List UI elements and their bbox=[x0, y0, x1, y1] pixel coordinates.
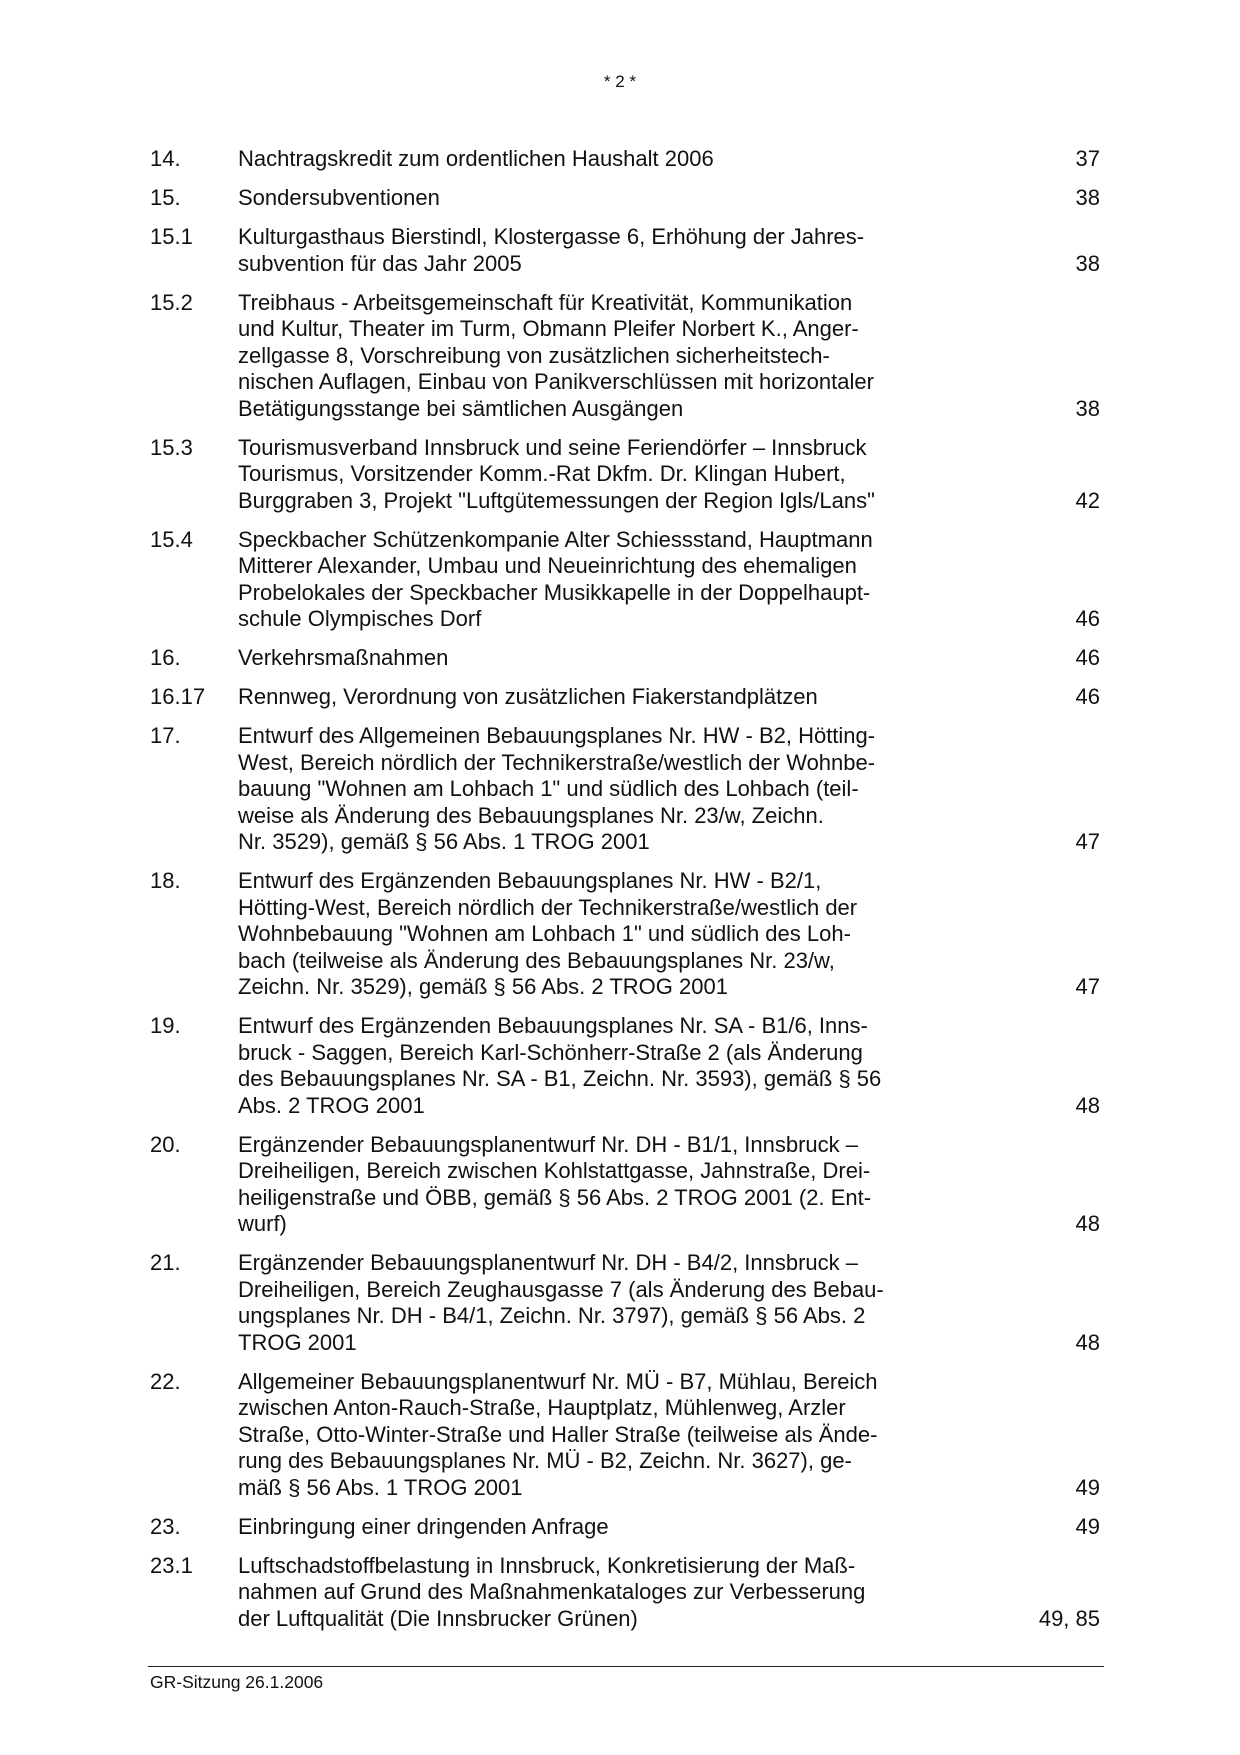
toc-entry-title-line: Kulturgasthaus Bierstindl, Klostergasse 6, Erhöhung der Jahres- bbox=[238, 224, 865, 249]
toc-entry-title-line: Dreiheiligen, Bereich Zeughausgasse 7 (als Änderung des Bebau- bbox=[238, 1276, 884, 1302]
toc-entry-title bbox=[238, 1514, 928, 1541]
toc-entry-title-line: mäß § 56 Abs. 1 TROG 2001 bbox=[238, 1474, 523, 1500]
toc-entry bbox=[150, 645, 1100, 672]
toc-entry-title-line: TROG 2001 bbox=[238, 1329, 357, 1355]
toc-entry bbox=[150, 1553, 1100, 1633]
toc-entry bbox=[150, 868, 1100, 1001]
toc-entry-number: 17. bbox=[150, 723, 181, 748]
toc-entry bbox=[150, 1132, 1100, 1238]
toc-entry-title-line: West, Bereich nördlich der Technikerstraße/westlich der Wohnbe- bbox=[238, 749, 876, 775]
toc-entry-title bbox=[238, 1013, 928, 1119]
toc-entry-number: 23. bbox=[150, 1513, 181, 1539]
toc-entry-title-line: Entwurf des Ergänzenden Bebauungsplanes Nr. SA - B1/6, Inns- bbox=[238, 1013, 868, 1038]
toc-entry-title bbox=[238, 185, 928, 212]
toc-entry-page: 49 bbox=[1075, 1513, 1100, 1539]
toc-entry-title-line: nahmen auf Grund des Maßnahmenkataloges zur Verbesserung bbox=[238, 1579, 866, 1604]
toc-entry-page: 47 bbox=[1075, 829, 1100, 854]
toc-entry-page: 47 bbox=[1075, 974, 1100, 999]
toc-entry-number: 21. bbox=[150, 1250, 181, 1275]
toc-entry bbox=[150, 527, 1100, 633]
toc-entry-page: 38 bbox=[1075, 395, 1100, 421]
toc-entry-title-line: des Bebauungsplanes Nr. SA - B1, Zeichn. Nr. 3593), gemäß § 56 bbox=[238, 1066, 882, 1091]
toc-entry-title bbox=[238, 1250, 928, 1356]
toc-entry-title-line: Betätigungsstange bei sämtlichen Ausgängen bbox=[238, 395, 684, 421]
toc-entry-title-line: Wohnbebauung "Wohnen am Lohbach 1" und südlich des Loh- bbox=[238, 921, 851, 946]
toc-entry-title-line: Abs. 2 TROG 2001 bbox=[238, 1092, 425, 1118]
toc-entry-page: 46 bbox=[1075, 684, 1100, 709]
toc-entry-title-line: subvention für das Jahr 2005 bbox=[238, 250, 522, 276]
toc-entry-title-line: Rennweg, Verordnung von zusätzlichen Fiakerstandplätzen bbox=[238, 684, 818, 709]
toc-entry-title-line: Dreiheiligen, Bereich zwischen Kohlstattgasse, Jahnstraße, Drei- bbox=[238, 1158, 871, 1183]
toc-entry-title-line: ungsplanes Nr. DH - B4/1, Zeichn. Nr. 3797), gemäß § 56 Abs. 2 bbox=[238, 1303, 866, 1328]
toc-entry-title-line: zellgasse 8, Vorschreibung von zusätzlichen sicherheitstech- bbox=[238, 342, 830, 368]
toc-entry-title bbox=[238, 290, 928, 423]
toc-entry-title-line: nischen Auflagen, Einbau von Panikverschlüssen mit horizontaler bbox=[238, 369, 874, 394]
toc-entry-title-line: Nr. 3529), gemäß § 56 Abs. 1 TROG 2001 bbox=[238, 829, 650, 854]
toc-entry-title-line: und Kultur, Theater im Turm, Obmann Pleifer Norbert K., Anger- bbox=[238, 316, 859, 341]
toc-entry-number: 18. bbox=[150, 868, 181, 893]
toc-entry bbox=[150, 1369, 1100, 1502]
toc-entry-page: 42 bbox=[1075, 487, 1100, 513]
toc-entry-title-line: Tourismus, Vorsitzender Komm.-Rat Dkfm. Dr. Klingan Hubert, bbox=[238, 461, 846, 486]
toc-entry-title-line: Zeichn. Nr. 3529), gemäß § 56 Abs. 2 TROG 2001 bbox=[238, 974, 728, 999]
toc-entry-title-line: weise als Änderung des Bebauungsplanes Nr. 23/w, Zeichn. bbox=[238, 802, 824, 828]
toc-entry-page: 38 bbox=[1075, 185, 1100, 210]
toc-entry-title bbox=[238, 1553, 928, 1633]
toc-entry bbox=[150, 185, 1100, 212]
toc-entry-title bbox=[238, 435, 928, 515]
toc-entry-title-line: Sondersubventionen bbox=[238, 185, 440, 210]
toc-entry-title bbox=[238, 1369, 928, 1502]
toc-entry-number: 20. bbox=[150, 1131, 181, 1157]
toc-entry-title-line: Ergänzender Bebauungsplanentwurf Nr. DH - B4/2, Innsbruck – bbox=[238, 1250, 859, 1275]
toc-entry-title-line: Entwurf des Ergänzenden Bebauungsplanes Nr. HW - B2/1, bbox=[238, 868, 822, 893]
toc-entry-title-line: Burggraben 3, Projekt "Luftgütemessungen der Region Igls/Lans" bbox=[238, 487, 875, 513]
toc-entry-title-line: Treibhaus - Arbeitsgemeinschaft für Kreativität, Kommunikation bbox=[238, 289, 853, 315]
toc-entry bbox=[150, 1250, 1100, 1356]
toc-entry-page: 38 bbox=[1075, 250, 1100, 276]
toc-entry-title bbox=[238, 868, 928, 1001]
toc-entry bbox=[150, 224, 1100, 277]
toc-entry-title-line: Ergänzender Bebauungsplanentwurf Nr. DH - B1/1, Innsbruck – bbox=[238, 1131, 859, 1157]
toc-entry-title-line: bach (teilweise als Änderung des Bebauungsplanes Nr. 23/w, bbox=[238, 947, 835, 973]
toc-entry bbox=[150, 146, 1100, 173]
toc-entry-number: 15.3 bbox=[150, 434, 193, 460]
toc-entry-number: 15.2 bbox=[150, 289, 193, 315]
toc-entry-title-line: Allgemeiner Bebauungsplanentwurf Nr. MÜ - B7, Mühlau, Bereich bbox=[238, 1368, 878, 1394]
toc-entry-title-line: heiligenstraße und ÖBB, gemäß § 56 Abs. 2 TROG 2001 (2. Ent- bbox=[238, 1184, 872, 1210]
toc-entry-title bbox=[238, 146, 928, 173]
toc-entry-number: 15. bbox=[150, 185, 181, 210]
page-number: * 2 * bbox=[603, 72, 637, 91]
toc-entry-title bbox=[238, 723, 928, 856]
toc-entry bbox=[150, 684, 1100, 711]
toc-entry-title-line: Einbringung einer dringenden Anfrage bbox=[238, 1513, 609, 1539]
toc-entry-number: 15.1 bbox=[150, 224, 193, 249]
toc-entry-title-line: Straße, Otto-Winter-Straße und Haller Straße (teilweise als Ände- bbox=[238, 1421, 878, 1447]
toc-entry-title-line: Entwurf des Allgemeinen Bebauungsplanes Nr. HW - B2, Hötting- bbox=[238, 723, 876, 748]
toc-entry bbox=[150, 435, 1100, 515]
toc-entry-title-line: Verkehrsmaßnahmen bbox=[238, 645, 449, 670]
table-of-contents bbox=[150, 146, 1100, 1645]
footer-text: GR-Sitzung 26.1.2006 bbox=[150, 1672, 324, 1692]
toc-entry-title bbox=[238, 224, 928, 277]
toc-entry-title bbox=[238, 1132, 928, 1238]
toc-entry-page: 48 bbox=[1075, 1211, 1100, 1236]
toc-entry-number: 14. bbox=[150, 146, 181, 171]
toc-entry-page: 48 bbox=[1075, 1092, 1100, 1118]
toc-entry-page: 46 bbox=[1075, 645, 1100, 670]
toc-entry bbox=[150, 290, 1100, 423]
toc-entry-title-line: wurf) bbox=[238, 1211, 287, 1236]
toc-entry bbox=[150, 723, 1100, 856]
toc-entry-page: 49, 85 bbox=[1038, 1605, 1100, 1631]
toc-entry-page: 48 bbox=[1075, 1329, 1100, 1355]
toc-entry-title-line: Luftschadstoffbelastung in Innsbruck, Konkretisierung der Maß- bbox=[238, 1552, 856, 1578]
toc-entry-title-line: Hötting-West, Bereich nördlich der Technikerstraße/westlich der bbox=[238, 894, 858, 920]
toc-entry bbox=[150, 1514, 1100, 1541]
toc-entry-title-line: schule Olympisches Dorf bbox=[238, 606, 482, 631]
toc-entry-title-line: Nachtragskredit zum ordentlichen Haushalt 2006 bbox=[238, 146, 714, 171]
toc-entry-title-line: Tourismusverband Innsbruck und seine Feriendörfer – Innsbruck bbox=[238, 434, 867, 460]
footer-divider bbox=[148, 1666, 1104, 1667]
toc-entry-number: 23.1 bbox=[150, 1552, 193, 1578]
toc-entry-title-line: Mitterer Alexander, Umbau und Neueinrichtung des ehemaligen bbox=[238, 553, 857, 578]
toc-entry-number: 15.4 bbox=[150, 526, 193, 552]
toc-entry-title-line: Speckbacher Schützenkompanie Alter Schiessstand, Hauptmann bbox=[238, 526, 873, 552]
toc-entry-title-line: der Luftqualität (Die Innsbrucker Grünen) bbox=[238, 1605, 638, 1631]
toc-entry-number: 16. bbox=[150, 645, 181, 670]
toc-entry-title-line: zwischen Anton-Rauch-Straße, Hauptplatz, Mühlenweg, Arzler bbox=[238, 1395, 846, 1420]
toc-entry-title-line: Probelokales der Speckbacher Musikkapelle in der Doppelhaupt- bbox=[238, 579, 871, 605]
toc-entry-title bbox=[238, 527, 928, 633]
toc-entry-number: 22. bbox=[150, 1368, 181, 1394]
toc-entry-page: 49 bbox=[1075, 1474, 1100, 1500]
toc-entry-title-line: bauung "Wohnen am Lohbach 1" und südlich des Lohbach (teil- bbox=[238, 776, 859, 801]
toc-entry bbox=[150, 1013, 1100, 1119]
toc-entry-page: 46 bbox=[1075, 606, 1100, 631]
toc-entry-number: 19. bbox=[150, 1013, 181, 1038]
toc-entry-title-line: rung des Bebauungsplanes Nr. MÜ - B2, Zeichn. Nr. 3627), ge- bbox=[238, 1448, 852, 1473]
toc-entry-title bbox=[238, 684, 928, 711]
toc-entry-number: 16.17 bbox=[150, 684, 206, 709]
toc-entry-title bbox=[238, 645, 928, 672]
toc-entry-title-line: bruck - Saggen, Bereich Karl-Schönherr-Straße 2 (als Änderung bbox=[238, 1039, 863, 1065]
toc-entry-page: 37 bbox=[1075, 146, 1100, 171]
